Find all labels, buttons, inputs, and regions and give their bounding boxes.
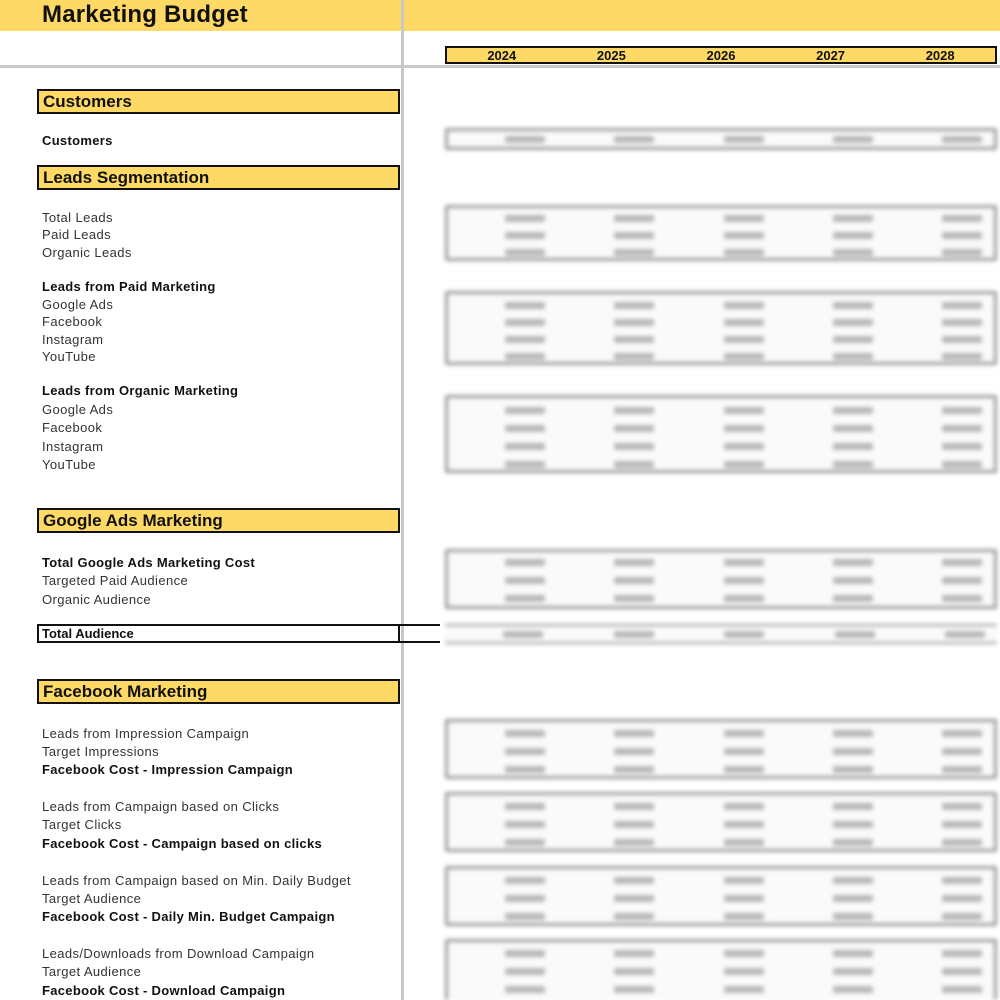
row-organic-audience[interactable]: Organic Audience [42,592,152,607]
year-header-2026[interactable]: 2026 [706,48,736,63]
row-leads-organic-marketing[interactable]: Leads from Organic Marketing [42,383,239,398]
blurred-values-clicks-campaign[interactable] [445,792,997,852]
row-organic-facebook[interactable]: Facebook [42,420,103,435]
frozen-row-divider[interactable] [0,65,1000,68]
header-spacer [0,31,402,66]
total-audience-connector-bottom [400,641,440,643]
section-leads-segmentation[interactable]: Leads Segmentation [37,165,400,190]
row-organic-google-ads[interactable]: Google Ads [42,402,114,417]
year-header-2028[interactable]: 2028 [925,48,955,63]
row-organic-youtube[interactable]: YouTube [42,457,96,472]
blurred-values-download-campaign[interactable] [445,939,997,1000]
year-header-2024[interactable]: 2024 [487,48,517,63]
year-header-2027[interactable]: 2027 [816,48,846,63]
frozen-column-divider[interactable] [401,0,404,1000]
blurred-values-google-ads[interactable] [445,549,997,609]
row-organic-leads[interactable]: Organic Leads [42,245,132,260]
row-paid-instagram[interactable]: Instagram [42,332,104,347]
blurred-values-customers[interactable] [445,128,997,150]
section-facebook-marketing[interactable]: Facebook Marketing [37,679,400,704]
section-customers[interactable]: Customers [37,89,400,114]
row-leads-impression-campaign[interactable]: Leads from Impression Campaign [42,726,250,741]
row-target-clicks[interactable]: Target Clicks [42,817,122,832]
blurred-values-leads[interactable] [445,205,997,261]
row-customers[interactable]: Customers [42,133,113,148]
year-header-2025[interactable]: 2025 [596,48,626,63]
page-title: Marketing Budget [42,1,248,28]
year-header-row [445,46,997,64]
row-target-audience-daily[interactable]: Target Audience [42,891,142,906]
row-leads-min-daily-budget[interactable]: Leads from Campaign based on Min. Daily Budget [42,873,351,888]
row-paid-google-ads[interactable]: Google Ads [42,297,114,312]
row-target-audience-download[interactable]: Target Audience [42,964,142,979]
row-fb-cost-download[interactable]: Facebook Cost - Download Campaign [42,983,286,998]
blurred-values-paid-marketing[interactable] [445,291,997,365]
row-total-google-ads-cost[interactable]: Total Google Ads Marketing Cost [42,555,255,570]
row-total-leads[interactable]: Total Leads [42,210,113,225]
blurred-values-impression-campaign[interactable] [445,719,997,779]
row-fb-cost-impression[interactable]: Facebook Cost - Impression Campaign [42,762,294,777]
row-leads-paid-marketing[interactable]: Leads from Paid Marketing [42,279,216,294]
row-paid-facebook[interactable]: Facebook [42,314,103,329]
row-fb-cost-daily-min[interactable]: Facebook Cost - Daily Min. Budget Campaign [42,909,335,924]
row-total-audience[interactable]: Total Audience [37,624,400,643]
blurred-values-daily-min-campaign[interactable] [445,866,997,926]
row-organic-instagram[interactable]: Instagram [42,439,104,454]
row-targeted-paid-audience[interactable]: Targeted Paid Audience [42,573,189,588]
row-leads-clicks-campaign[interactable]: Leads from Campaign based on Clicks [42,799,280,814]
blurred-values-organic-marketing[interactable] [445,395,997,473]
row-paid-youtube[interactable]: YouTube [42,349,96,364]
blurred-values-total-audience[interactable] [445,624,997,644]
row-fb-cost-clicks[interactable]: Facebook Cost - Campaign based on clicks [42,836,323,851]
total-audience-connector-top [400,624,440,626]
section-google-ads-marketing[interactable]: Google Ads Marketing [37,508,400,533]
row-target-impressions[interactable]: Target Impressions [42,744,160,759]
row-paid-leads[interactable]: Paid Leads [42,227,112,242]
row-leads-download-campaign[interactable]: Leads/Downloads from Download Campaign [42,946,315,961]
